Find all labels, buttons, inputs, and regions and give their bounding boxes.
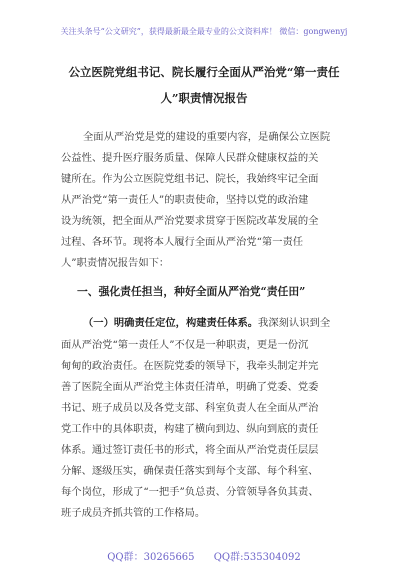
document-title-line-1: 公立医院党组书记、院长履行全面从严治党“第一责任 — [68, 65, 340, 79]
section-heading-1: 一、强化责任担当，种好全面从严治党“责任田” — [77, 285, 306, 298]
subsection-line: 班子成员齐抓共管的工作格局。 — [61, 507, 206, 519]
footer-qq — [0, 548, 408, 563]
intro-line: 设为统领，把全面从严治党要求贯穿于医院改革发展的全 — [61, 215, 319, 227]
subsection-line: 甸甸的政治责任。在医院党委的领导下，我牵头制定并完 — [61, 360, 319, 372]
subsection-first-line — [83, 314, 351, 329]
qq-group-1: QQ群：30265665 — [107, 552, 195, 563]
intro-line: 全面从严治党是党的建设的重要内容，是确保公立医院 — [83, 131, 331, 143]
qq-group-2: QQ群:535304092 — [213, 552, 301, 563]
intro-line: 人”职责情况报告如下： — [61, 257, 170, 269]
subsection-line: 分解、逐级压实，确保责任落实到每个支部、每个科室、 — [61, 465, 319, 477]
intro-line: 键所在。作为公立医院党组书记、院长，我始终牢记全面 — [61, 173, 319, 185]
subsection-line: 党工作中的具体职责，构建了横向到边、纵向到底的责任 — [61, 423, 319, 435]
subsection-first-line-rest: 我深刻认识到全 — [258, 317, 331, 329]
subsection-heading: （一）明确责任定位，构建责任体系。 — [83, 317, 259, 329]
intro-line: 公益性、提升医疗服务质量、保障人民群众健康权益的关 — [61, 152, 319, 164]
subsection-line: 面从严治党“第一责任人”不仅是一种职责，更是一份沉 — [61, 339, 309, 351]
header-notice: 关注头条号“公文研究”，获得最新最全最专业的公文资料库！ 微信：gongwenyj — [60, 27, 348, 36]
subsection-line: 善了医院全面从严治党主体责任清单，明确了党委、党委 — [61, 381, 319, 393]
document-title-line-2: 人”职责情况报告 — [160, 91, 248, 105]
intro-line: 从严治党“第一责任人”的职责使命，坚持以党的政治建 — [61, 194, 309, 206]
subsection-line: 每个岗位，形成了“一把手”负总责、分管领导各负其责、 — [61, 486, 319, 498]
subsection-line: 书记、班子成员以及各党支部、科室负责人在全面从严治 — [61, 402, 319, 414]
intro-line: 过程、各环节。现将本人履行全面从严治党“第一责任 — [61, 236, 304, 248]
subsection-line: 体系。通过签订责任书的形式，将全面从严治党责任层层 — [61, 444, 319, 456]
